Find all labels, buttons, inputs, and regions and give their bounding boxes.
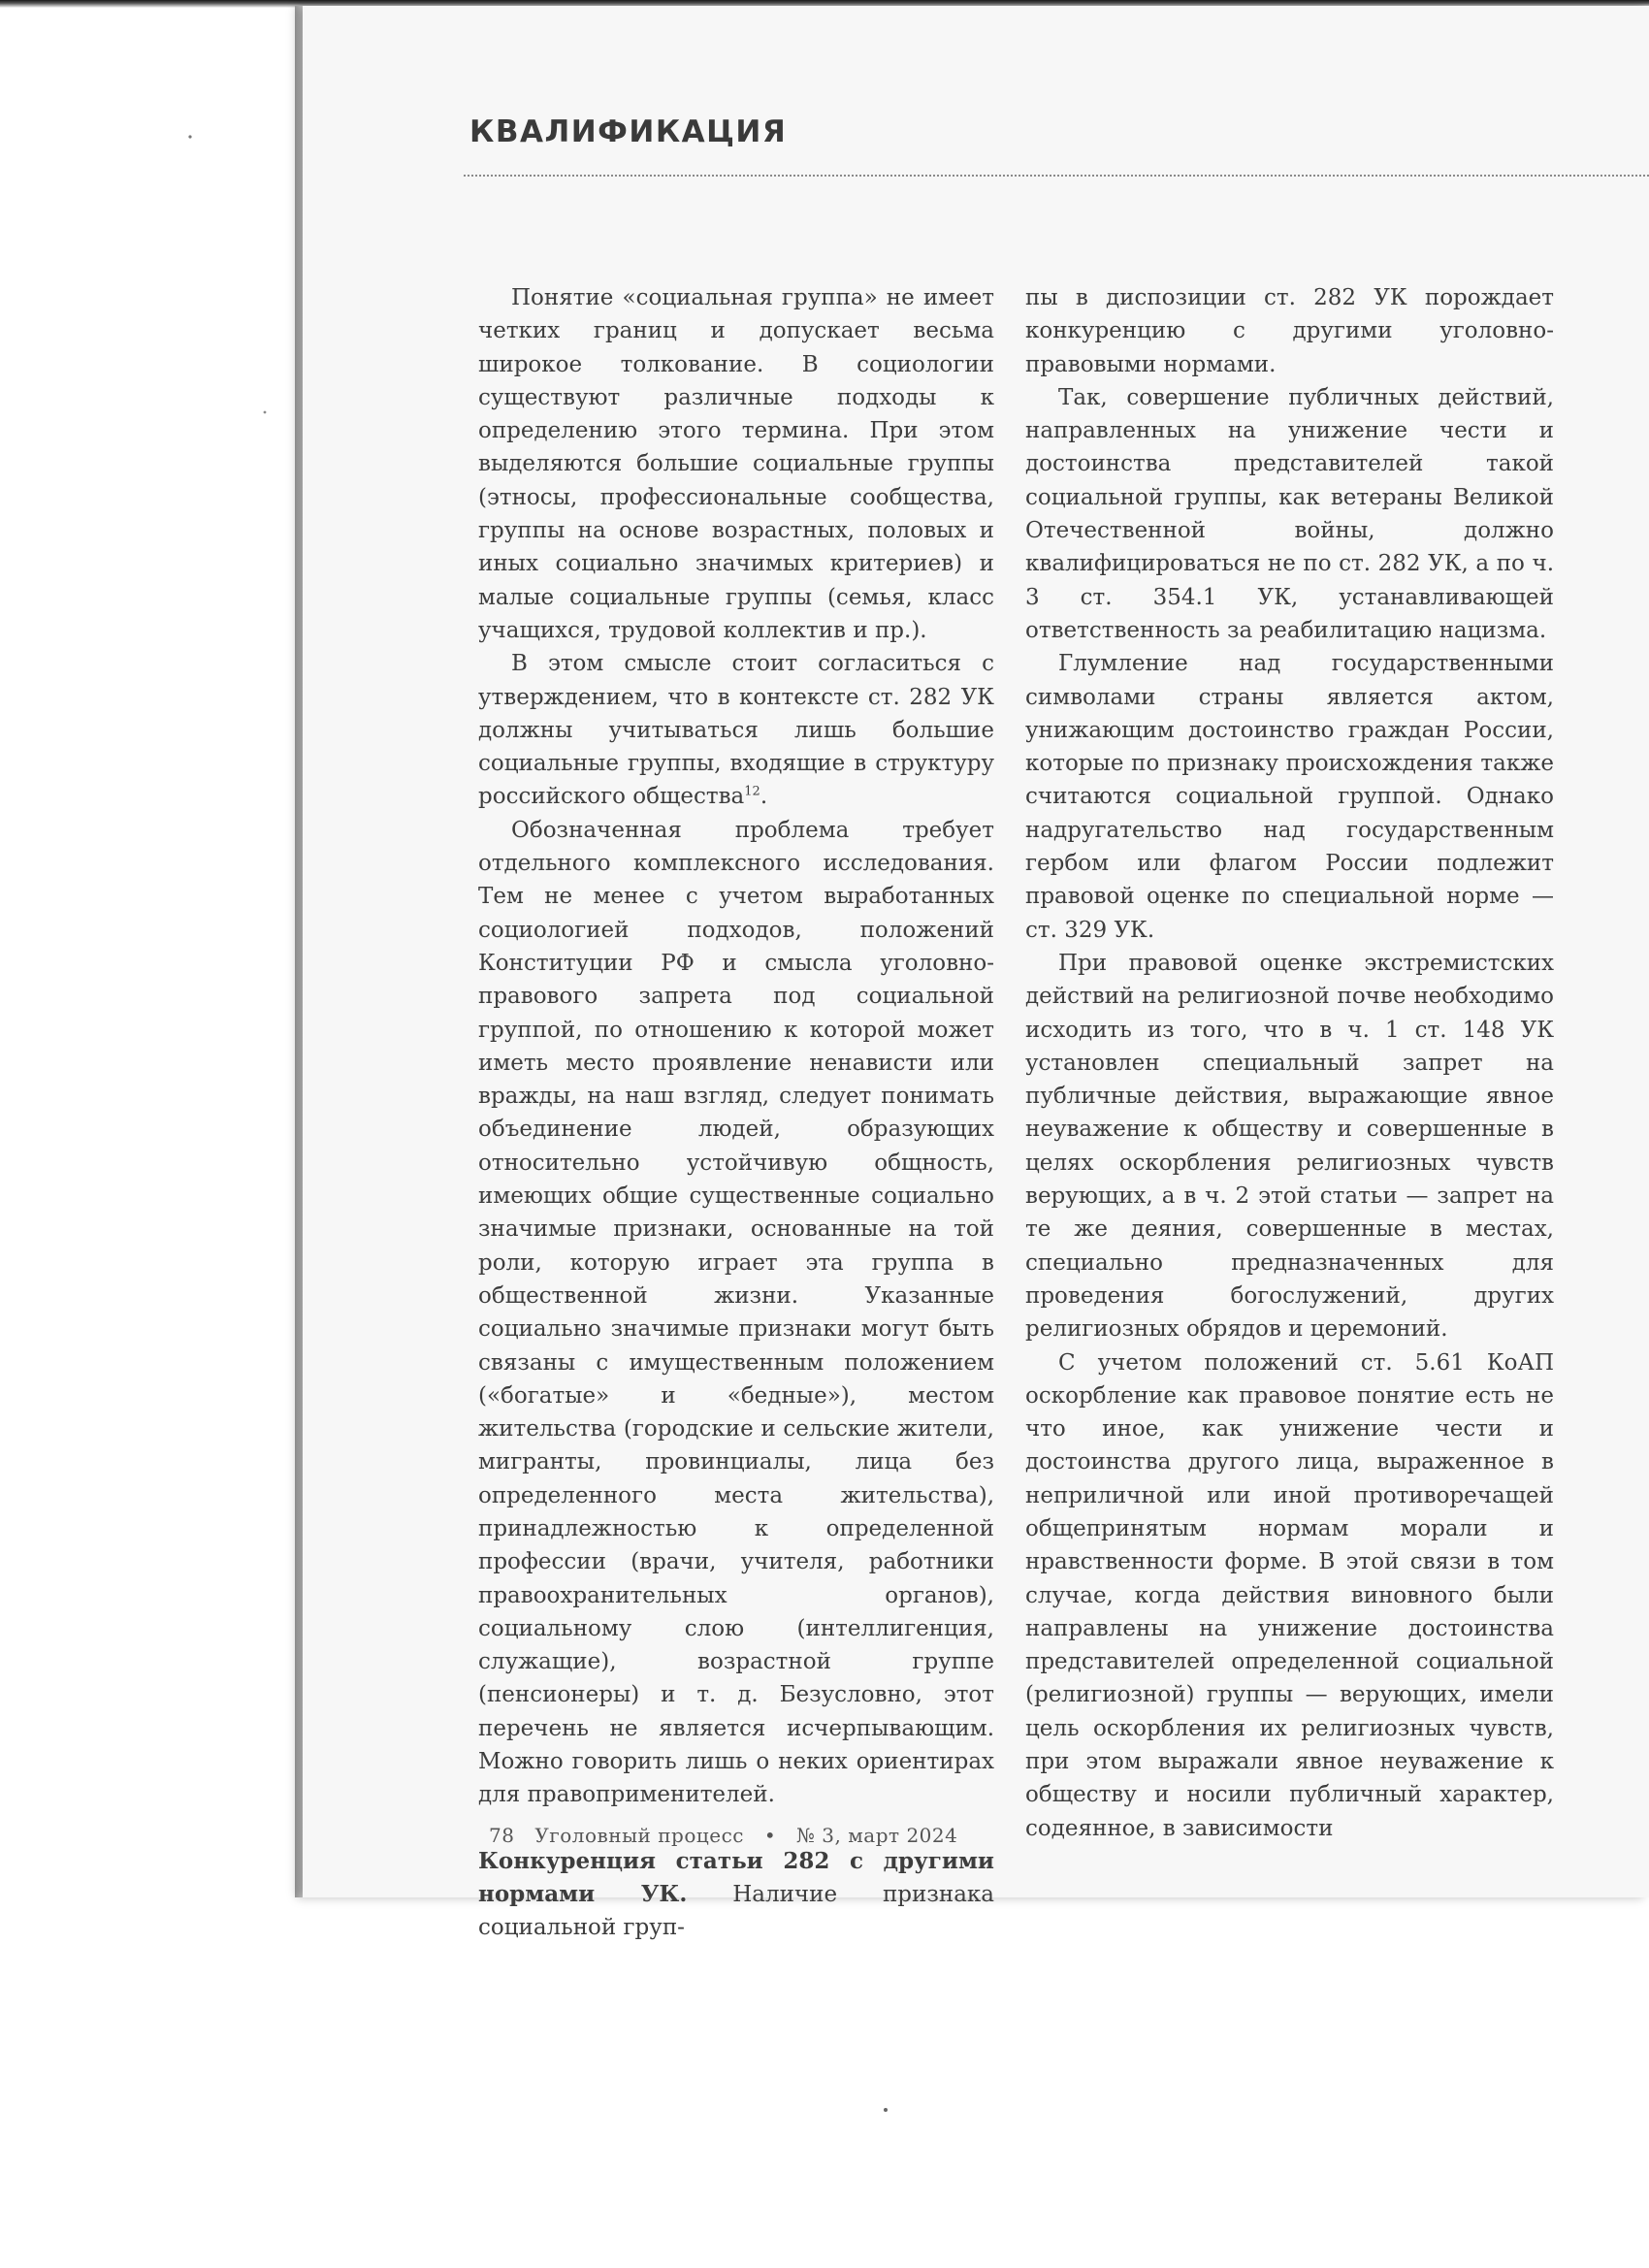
paragraph-continuation: пы в диспозиции ст. 282 УК порождает конкуренцию с другими уголовно-правовыми нормами. [1025,285,1554,377]
paragraph-text: В этом смысле стоит согласиться с утверждением, что в контексте ст. 282 УК должны учитываться лишь большие социальные группы, входящие в структуру российского общества [478,651,994,810]
scan-speck [884,2108,888,2112]
paragraph: При правовой оценке экстремистских действий на религиозной почве необходимо исходить из того, что в ч. 1 ст. 148 УК установлен специальный запрет на публичные действия, выражающие явное неуважение к обществу и совершенные в целях оскорбления религиозных чувств верующих, а в ч. 2 этой статьи — запрет на те же деяния, совершенные в местах, специально предназначенных для проведения богослужений, других религиозных обрядов и церемоний. [1025,950,1554,1343]
section-title: КВАЛИФИКАЦИЯ [469,114,788,149]
paragraph: Так, совершение публичных действий, направленных на унижение чести и достоинства представителей такой социальной группы, как ветераны Великой Отечественной войны, должно квалифицироваться не по ст. 282 УК, а по ч. 3 ст. 354.1 УК, устанавливающей ответственность за реабилитацию нацизма. [1025,384,1554,643]
paragraph: Глумление над государственными символами страны является актом, унижающим достоинство граждан России, которые по признаку происхождения также считаются социальной группой. Однако надругательство над государственным гербом или флагом России подлежит правовой оценке по специальной норме — ст. 329 УК. [1025,651,1554,943]
footer-bullet: • [763,1824,777,1847]
paragraph: Понятие «социальная группа» не имеет четких границ и допускает весьма широкое толкование. В социологии существуют различные подходы к определению этого термина. При этом выделяются большие социальные группы (этносы, профессиональные сообщества, группы на основе возрастных, половых и иных социально значимых критериев) и малые социальные группы (семья, класс учащихся, трудовой коллектив и пр.). [478,285,994,643]
paragraph: С учетом положений ст. 5.61 КоАП оскорбление как правовое понятие есть не что иное, как унижение чести и достоинства другого лица, выраженное в неприличной или иной противоречащей общепринятым нормам морали и нравственности форме. В этой связи в том случае, когда действия виновного были направлены на унижение достоинства представителей определенной социальной (религиозной) группы — верующих, имели цель оскорбления их религиозных чувств, при этом выражали явное неуважение к обществу и носили публичный характер, содеянное, в зависимости [1025,1349,1554,1841]
footnote-ref: 12 [744,784,760,799]
paragraph-text: Наличие признака социальной груп- [478,1881,994,1941]
scan-speck [264,411,267,414]
issue-info: № 3, март 2024 [796,1824,958,1847]
page-number: 78 [489,1824,515,1847]
scan-speck [188,135,191,138]
paragraph-end: . [760,784,768,810]
journal-title: Уголовный процесс [534,1824,744,1847]
subsection-heading: Конкуренция статьи 282 с другими нормами УК. [478,1847,994,1907]
paragraph: Обозначенная проблема требует отдельного комплексного исследования. Тем не менее с учетом выработанных социологией подходов, положений Конституции РФ и смысла уголовно-правового запрета под социальной группой, по отношению к которой может иметь место проявление ненависти или вражды, на наш взгляд, следует понимать объединение людей, образующих относительно устойчивую общность, имеющих общие существенные социально значимые признаки, основанные на той роли, которую играет эта группа в общественной жизни. Указанные социально значимые признаки могут быть связаны с имущественным положением («богатые» и «бедные»), местом жительства (городские и сельские жители, мигранты, провинциалы, лица без определенного места жительства), принадлежностью к определенной профессии (врачи, учителя, работники правоохранительных органов), социальному слою (интеллигенция, служащие), возрастной группе (пенсионеры) и т. д. Безусловно, этот перечень не является исчерпывающим. Можно говорить лишь о неких ориентирах для правоприменителей. [478,817,994,1808]
